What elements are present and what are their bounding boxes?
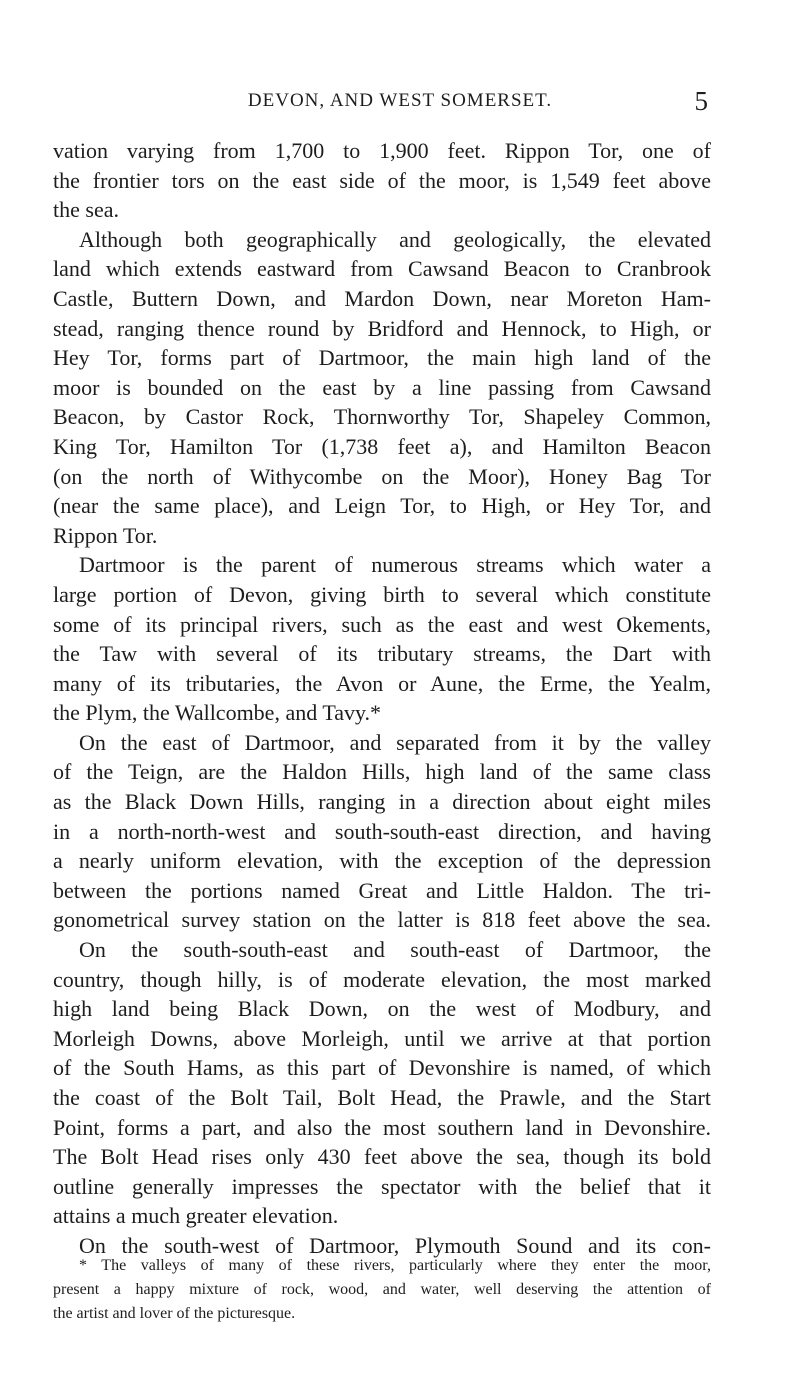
- text-line: country, though hilly, is of moderate elevation, the most marked: [53, 966, 711, 992]
- text-line: gonometrical survey station on the latter is 818 feet above the sea.: [53, 907, 711, 933]
- text-line: outline generally impresses the spectator with the belief that it: [53, 1173, 711, 1199]
- text-line: moor is bounded on the east by a line passing from Cawsand: [53, 374, 711, 400]
- text-line: On the south-west of Dartmoor, Plymouth Sound and its con-: [79, 1232, 711, 1258]
- running-title: DEVON, AND WEST SOMERSET.: [247, 90, 553, 111]
- text-line: of the South Hams, as this part of Devonshire is named, of which: [53, 1055, 711, 1081]
- text-line: a nearly uniform elevation, with the exception of the depression: [53, 848, 711, 874]
- text-line: (on the north of Withycombe on the Moor), Honey Bag Tor: [53, 463, 711, 489]
- text-line: Hey Tor, forms part of Dartmoor, the main high land of the: [53, 345, 711, 371]
- text-line: stead, ranging thence round by Bridford and Hennock, to High, or: [53, 315, 711, 341]
- footnote-line: * The valleys of many of these rivers, particularly where they enter the moor,: [79, 1257, 711, 1274]
- text-line: some of its principal rivers, such as the east and west Okements,: [53, 611, 711, 637]
- footnote-line: present a happy mixture of rock, wood, and water, well deserving the attention of: [53, 1281, 711, 1298]
- text-line: (near the same place), and Leign Tor, to High, or Hey Tor, and: [53, 493, 711, 519]
- text-line: The Bolt Head rises only 430 feet above the sea, though its bold: [53, 1144, 711, 1170]
- text-line: between the portions named Great and Little Haldon. The tri-: [53, 877, 711, 903]
- footnote: [53, 1254, 711, 1326]
- page-number: 5: [694, 86, 708, 116]
- body-text: [53, 136, 711, 1261]
- text-line: many of its tributaries, the Avon or Aune, the Erme, the Yealm,: [53, 670, 711, 696]
- text-line: high land being Black Down, on the west of Modbury, and: [53, 996, 711, 1022]
- text-line: large portion of Devon, giving birth to several which constitute: [53, 581, 711, 607]
- text-line: the coast of the Bolt Tail, Bolt Head, the Prawle, and the Start: [53, 1085, 711, 1110]
- text-line: Point, forms a part, and also the most southern land in Devonshire.: [53, 1114, 711, 1140]
- text-line: King Tor, Hamilton Tor (1,738 feet a), and Hamilton Beacon: [53, 433, 711, 459]
- running-header: [0, 88, 800, 118]
- text-line: land which extends eastward from Cawsand Beacon to Cranbrook: [53, 256, 711, 282]
- text-line: Dartmoor is the parent of numerous streams which water a: [79, 552, 711, 578]
- text-line: Rippon Tor.: [53, 522, 158, 548]
- text-line: On the east of Dartmoor, and separated from it by the valley: [79, 729, 711, 755]
- text-line: the sea.: [53, 197, 119, 223]
- text-line: attains a much greater elevation.: [53, 1203, 339, 1229]
- footnote-line: the artist and lover of the picturesque.: [53, 1305, 296, 1322]
- text-line: as the Black Down Hills, ranging in a direction about eight miles: [53, 789, 711, 815]
- text-line: Although both geographically and geologically, the elevated: [79, 226, 711, 252]
- text-line: the frontier tors on the east side of the moor, is 1,549 feet above: [53, 167, 711, 193]
- text-line: in a north-north-west and south-south-east direction, and having: [53, 818, 711, 844]
- text-line: Morleigh Downs, above Morleigh, until we arrive at that portion: [53, 1025, 711, 1051]
- text-line: On the south-south-east and south-east of Dartmoor, the: [79, 937, 711, 963]
- text-line: of the Teign, are the Haldon Hills, high land of the same class: [53, 759, 711, 785]
- text-line: Castle, Buttern Down, and Mardon Down, near Moreton Ham-: [53, 285, 711, 311]
- text-line: vation varying from 1,700 to 1,900 feet. Rippon Tor, one of: [53, 138, 711, 163]
- text-line: the Plym, the Wallcombe, and Tavy.*: [53, 700, 382, 726]
- text-line: Beacon, by Castor Rock, Thornworthy Tor, Shapeley Common,: [53, 404, 711, 430]
- text-line: the Taw with several of its tributary streams, the Dart with: [53, 641, 711, 667]
